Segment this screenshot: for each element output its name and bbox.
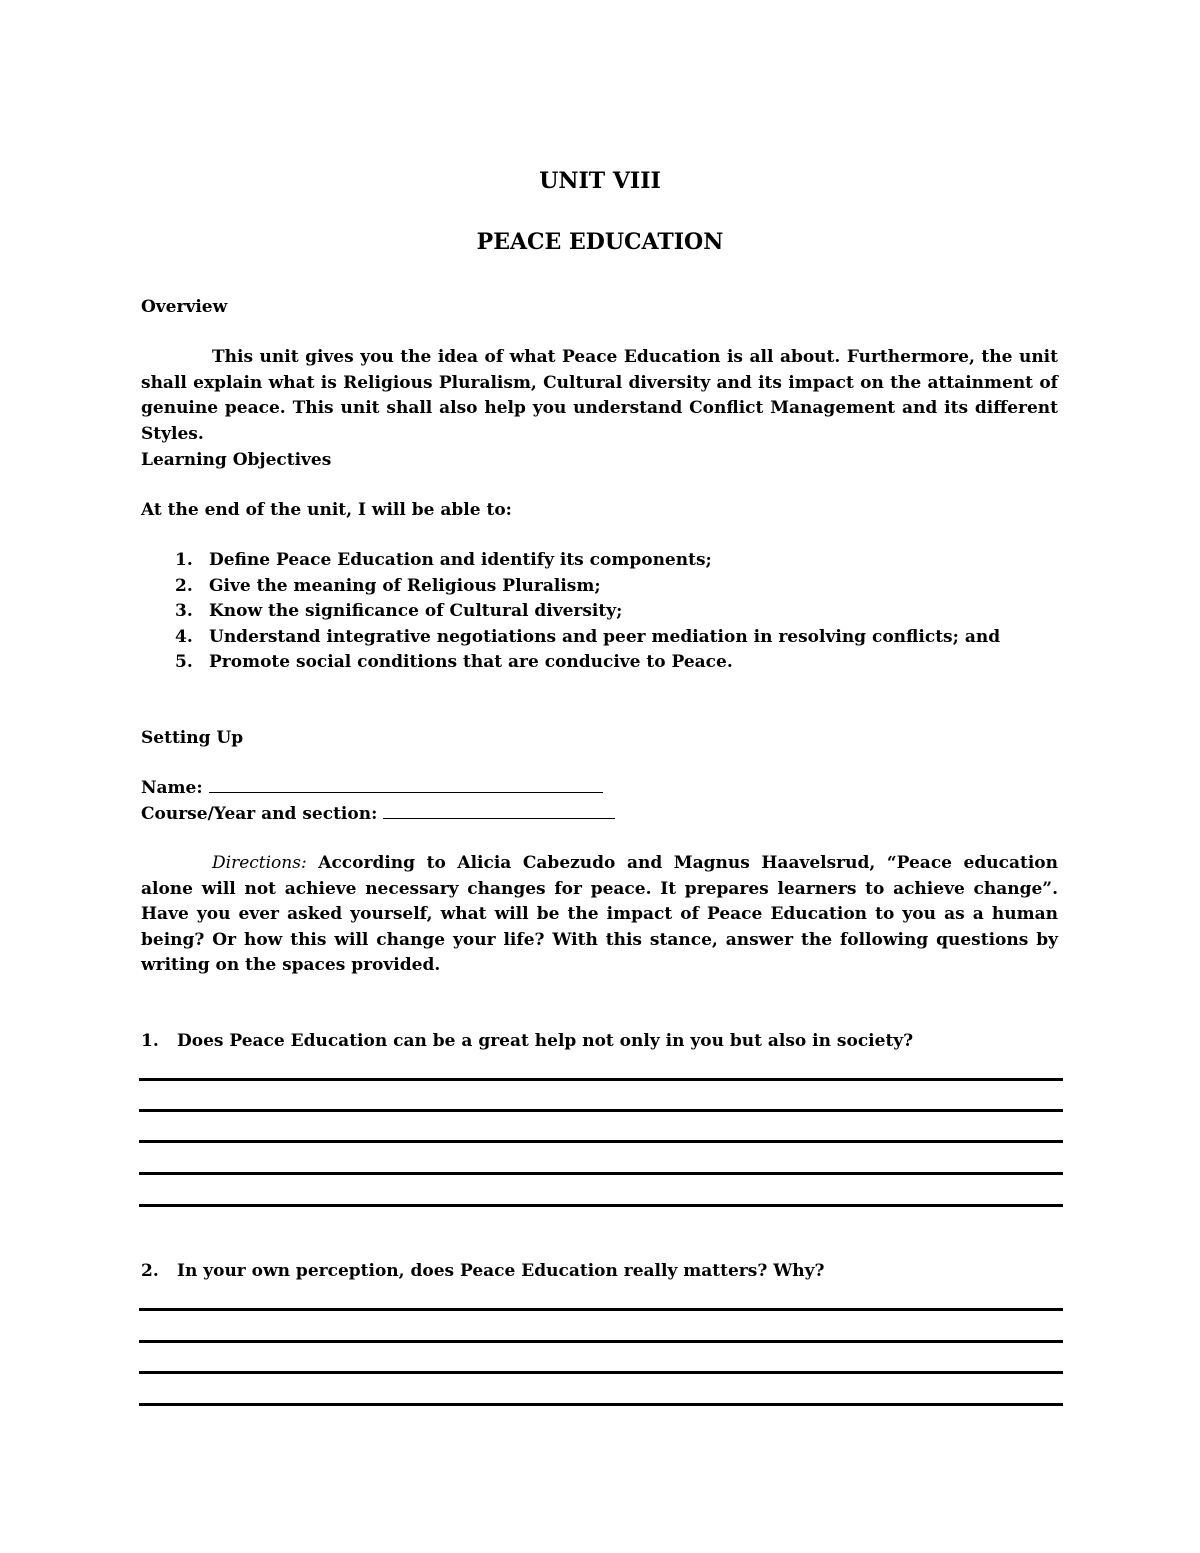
unit-subtitle: PEACE EDUCATION [476, 229, 724, 255]
list-item [141, 574, 1000, 600]
question-text: Does Peace Education can be a great help not only in you but also in society? [177, 1031, 914, 1051]
unit-title: UNIT VIII [539, 168, 661, 194]
course-label: Course/Year and section: [141, 804, 378, 824]
course-blank[interactable] [383, 801, 615, 819]
learning-objectives-heading: Learning Objectives [141, 450, 332, 470]
list-item-number: 2. [175, 575, 193, 596]
name-field [141, 775, 603, 802]
answer-line[interactable] [139, 1172, 1063, 1175]
name-blank[interactable] [209, 775, 603, 793]
objectives-list [141, 548, 1000, 676]
question-1 [141, 1031, 913, 1051]
answer-line[interactable] [139, 1340, 1063, 1343]
overview-text: This unit gives you the idea of what Peace Education is all about. Furthermore, the unit shall explain what is Religious Pluralism, Cultural diversity and its impact on the attainment of genuine peace. This unit shall also help you understand Conflict Management and its different Styles. [141, 347, 1058, 444]
answer-line[interactable] [139, 1078, 1063, 1081]
question-text: In your own perception, does Peace Education really matters? Why? [177, 1261, 825, 1281]
list-item [141, 625, 1000, 651]
list-item-text: Give the meaning of Religious Pluralism; [209, 575, 601, 596]
directions-paragraph [141, 851, 1058, 979]
setting-up-heading: Setting Up [141, 728, 244, 748]
list-item [141, 650, 1000, 676]
list-item-number: 5. [175, 652, 193, 672]
list-item-number: 1. [175, 550, 193, 570]
answer-line[interactable] [139, 1308, 1063, 1311]
directions-text: According to Alicia Cabezudo and Magnus Haavelsrud, “Peace education alone will not achieve necessary changes for peace. It prepares learners to achieve change”. Have you ever asked yourself, what will be the impact of Peace Education to you as a human being? Or how this will change your life? With this stance, answer the following questions by writing on the spaces provided. [141, 853, 1058, 975]
list-item-text: Define Peace Education and identify its components; [209, 550, 712, 570]
answer-line[interactable] [139, 1140, 1063, 1143]
list-item-text: Know the significance of Cultural diversity; [209, 601, 623, 621]
list-item [141, 599, 1000, 625]
objectives-intro: At the end of the unit, I will be able to: [141, 500, 512, 520]
name-label: Name: [141, 778, 203, 798]
directions-label: Directions: [212, 853, 307, 873]
list-item [141, 548, 1000, 574]
list-item-text: Understand integrative negotiations and peer mediation in resolving conflicts; and [209, 626, 1001, 647]
list-item-text: Promote social conditions that are conducive to Peace. [209, 652, 733, 672]
question-number: 1. [141, 1031, 159, 1051]
question-number: 2. [141, 1261, 159, 1281]
answer-line[interactable] [139, 1204, 1063, 1207]
answer-line[interactable] [139, 1109, 1063, 1112]
answer-line[interactable] [139, 1371, 1063, 1374]
overview-heading: Overview [141, 297, 228, 317]
question-2 [141, 1261, 825, 1281]
list-item-number: 3. [175, 601, 193, 621]
overview-paragraph [141, 345, 1058, 447]
list-item-number: 4. [175, 626, 193, 647]
answer-line[interactable] [139, 1403, 1063, 1406]
course-field [141, 801, 615, 828]
